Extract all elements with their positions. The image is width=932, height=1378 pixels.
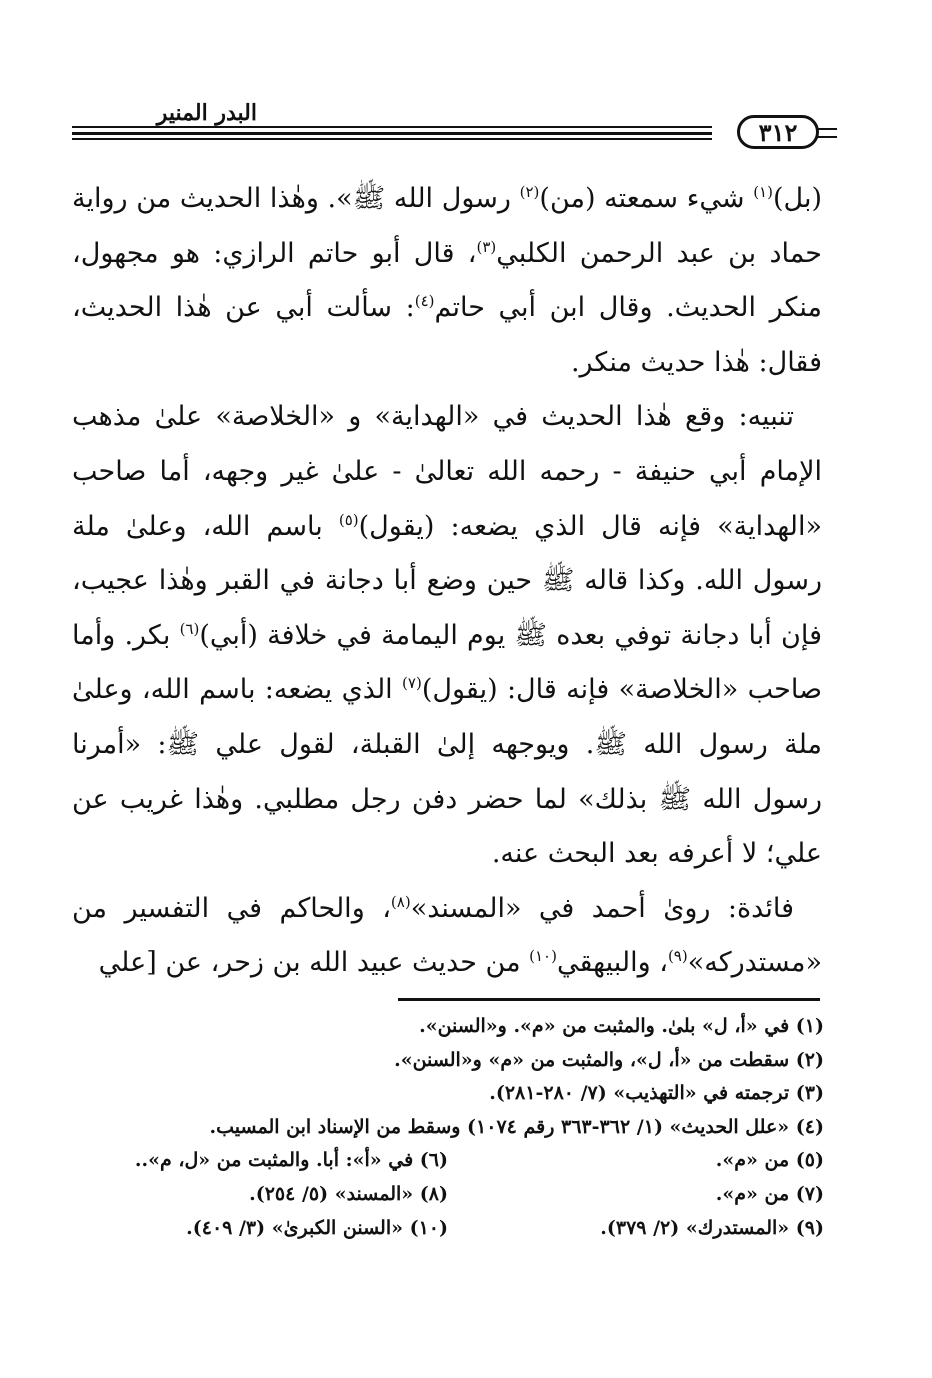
- header-rule: [72, 126, 712, 128]
- running-title: البدر المنير: [156, 100, 257, 126]
- page-number: ٣١٢: [737, 115, 819, 149]
- footnote: (٥) من «م».: [715, 1149, 824, 1172]
- text-run: بكر. وأما صاحب «الخلاصة» فإنه قال: (يقول): [72, 619, 822, 706]
- main-text: [72, 172, 822, 991]
- footnote-ref: (٧): [402, 674, 422, 693]
- footnote: (٤) «علل الحديث» (١/ ٣٦٢-٣٦٣ رقم ١٠٧٤) وسقط من الإسناد ابن المسيب.: [209, 1115, 824, 1138]
- footnote-ref: (١): [753, 183, 773, 201]
- footnote-row: [72, 1144, 824, 1178]
- footnote-ref: (٤): [414, 292, 435, 311]
- paragraph: [72, 882, 822, 991]
- text-run: رسول الله ﷺ». وهٰذا الحديث من رواية حماد بن عبد الرحمن الكلبي: [72, 183, 822, 269]
- header-rule: [72, 132, 712, 135]
- footnote: (١) في «أ، ل» بلىٰ. والمثبت من «م». و«السنن».: [419, 1015, 824, 1037]
- paragraph: [72, 390, 822, 881]
- page-header: [72, 100, 837, 160]
- footnotes: [72, 1010, 824, 1245]
- footnote-ref: (١٠): [529, 947, 557, 966]
- footnote-row: [72, 1178, 824, 1212]
- footnote: (١٠) «السنن الكبرىٰ» (٣/ ٤٠٩).: [186, 1216, 448, 1239]
- footnote: (٢) سقطت من «أ، ل»، والمثبت من «م» و«السنن».: [394, 1048, 824, 1071]
- text-run: الذي يضعه: باسم الله، وعلىٰ ملة رسول الله ﷺ. ويوجهه إلىٰ القبلة، لقول علي ﷺ: «أمرنا رسول الله ﷺ بذلك» لما حضر دفن رجل مطلبي. وهٰذا غريب عن علي؛ لا أعرفه بعد البحث عنه.: [72, 674, 822, 870]
- footnote-ref: (٦): [179, 619, 200, 638]
- text-run: فائدة: روىٰ أحمد في «المسند»: [410, 892, 794, 924]
- footnote: (٩) «المستدرك» (٢/ ٣٧٩).: [600, 1216, 824, 1239]
- text-run: ، قال أبو حاتم الرازي: هو مجهول، منكر الحديث. وقال ابن أبي حاتم: [72, 237, 822, 324]
- text-run: (بل): [772, 183, 822, 214]
- footnote-ref: (٨): [390, 892, 411, 911]
- text-run: ، والحاكم في التفسير من «مستدركه»: [72, 892, 822, 979]
- footnote-row: [72, 1212, 824, 1246]
- footnote: (٧) من «م».: [715, 1182, 824, 1205]
- text-run: شيء سمعته (من): [539, 183, 754, 214]
- text-run: من حديث عبيد الله بن زحر، عن [علي: [98, 947, 530, 979]
- footnote: (٣) ترجمته في «التهذيب» (٧/ ٢٨٠-٢٨١).: [489, 1082, 824, 1105]
- footnote-ref: (٢): [519, 183, 540, 201]
- text-run: تنبيه: وقع هٰذا الحديث في «الهداية» و «الخلاصة» علىٰ مذهب الإمام أبي حنيفة - رحمه الله تعالىٰ - علىٰ غير وجهه، أما صاحب «الهداية» فإنه قال الذي يضعه: (يقول): [72, 401, 822, 542]
- text-run: ، والبيهقي: [556, 947, 668, 979]
- footnote: (٦) في «أ»: أبا. والمثبت من «ل، م»..: [134, 1149, 448, 1172]
- text-run: باسم الله، وعلىٰ ملة رسول الله. وكذا قاله ﷺ حين وضع أبا دجانة في القبر وهٰذا عجيب، فإن أبا دجانة توفي بعده ﷺ يوم اليمامة في خلافة (أبي): [72, 510, 822, 651]
- footnote: (٨) «المسند» (٥/ ٢٥٤).: [249, 1182, 448, 1205]
- footnote-ref: (٩): [667, 947, 688, 966]
- paragraph: [72, 172, 822, 390]
- header-rule: [72, 138, 712, 140]
- footnote-ref: (٣): [476, 237, 497, 256]
- footnote-ref: (٥): [338, 510, 359, 529]
- text-run: : سألت أبي عن هٰذا الحديث، فقال: هٰذا حديث منكر.: [72, 292, 822, 378]
- footnote-separator: [398, 998, 820, 1001]
